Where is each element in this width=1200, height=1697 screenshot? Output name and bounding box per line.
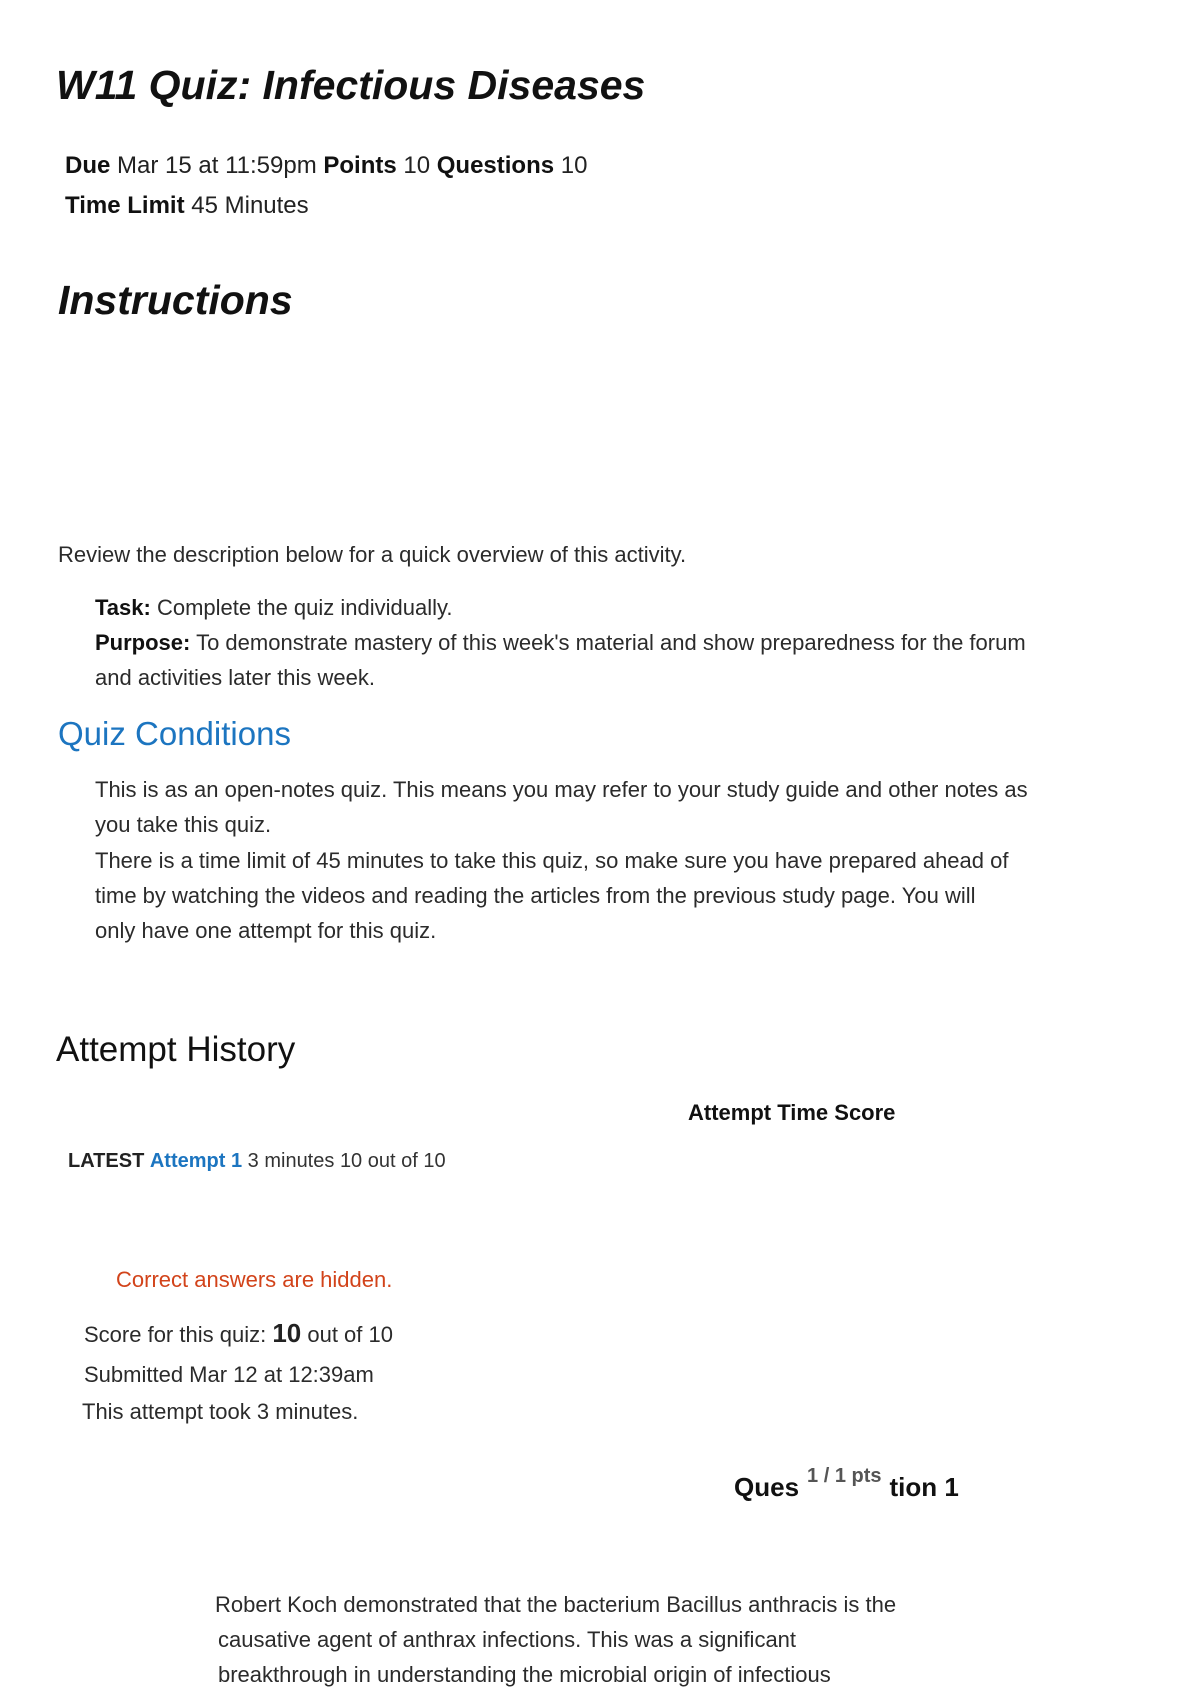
- quiz-meta-details: [65, 152, 587, 180]
- question-heading-part: tion 1: [889, 1472, 959, 1502]
- task-label: Task:: [95, 595, 151, 620]
- attempt-table-header: Attempt Time Score: [688, 1100, 896, 1125]
- quiz-score-line: [84, 1318, 393, 1349]
- attempt-1-link[interactable]: Attempt 1: [149, 1150, 243, 1172]
- quiz-conditions-heading: Quiz Conditions: [58, 715, 291, 752]
- page-title: W11 Quiz: Infectious Diseases: [56, 62, 646, 108]
- table-row: [68, 1150, 446, 1173]
- purpose-text: To demonstrate mastery of this week's material and show preparedness for the forum: [196, 630, 1026, 655]
- question-points: 1 / 1 pts: [807, 1465, 882, 1487]
- question-heading-part: Ques: [734, 1472, 800, 1502]
- question-text-line: causative agent of anthrax infections. This was a significant: [218, 1627, 797, 1652]
- latest-badge: LATEST: [68, 1150, 145, 1172]
- questions-value: 10: [560, 152, 588, 179]
- points-value: 10: [403, 152, 431, 179]
- review-text: Review the description below for a quick overview of this activity.: [58, 542, 687, 567]
- score-value: 10: [272, 1318, 302, 1348]
- question-text-line: Robert Koch demonstrated that the bacterium Bacillus anthracis is the: [215, 1592, 897, 1617]
- purpose-line: [95, 630, 1026, 656]
- condition-line: time by watching the videos and reading the articles from the previous study page. You will: [95, 883, 976, 908]
- due-value: Mar 15 at 11:59pm: [117, 152, 317, 179]
- questions-label: Questions: [436, 152, 555, 179]
- purpose-label: Purpose:: [95, 630, 191, 655]
- submitted-timestamp: Submitted Mar 12 at 12:39am: [84, 1362, 374, 1387]
- score-suffix: out of 10: [307, 1322, 393, 1347]
- attempt-history-heading: Attempt History: [56, 1030, 296, 1069]
- quiz-time-limit: [65, 192, 309, 220]
- instructions-heading: Instructions: [58, 277, 293, 323]
- purpose-text-continued: and activities later this week.: [95, 665, 376, 690]
- condition-line: There is a time limit of 45 minutes to take this quiz, so make sure you have prepared ahead of: [95, 848, 1009, 873]
- condition-line: This is as an open-notes quiz. This means you may refer to your study guide and other notes as: [95, 777, 1028, 802]
- time-limit-value: 45 Minutes: [191, 192, 309, 219]
- points-label: Points: [323, 152, 397, 179]
- attempt-score: 10 out of 10: [339, 1150, 446, 1172]
- time-limit-label: Time Limit: [65, 192, 185, 219]
- condition-line: you take this quiz.: [95, 812, 272, 837]
- question-text-line: breakthrough in understanding the microbial origin of infectious: [218, 1662, 831, 1687]
- task-text: Complete the quiz individually.: [156, 595, 453, 620]
- due-label: Due: [65, 152, 111, 179]
- condition-line: only have one attempt for this quiz.: [95, 918, 437, 943]
- score-prefix: Score for this quiz:: [84, 1322, 267, 1347]
- correct-answers-hidden-note: Correct answers are hidden.: [116, 1267, 393, 1292]
- question-heading: [734, 1465, 959, 1503]
- attempt-duration: This attempt took 3 minutes.: [82, 1399, 359, 1424]
- attempt-time: 3 minutes: [247, 1150, 335, 1172]
- task-line: [95, 595, 453, 621]
